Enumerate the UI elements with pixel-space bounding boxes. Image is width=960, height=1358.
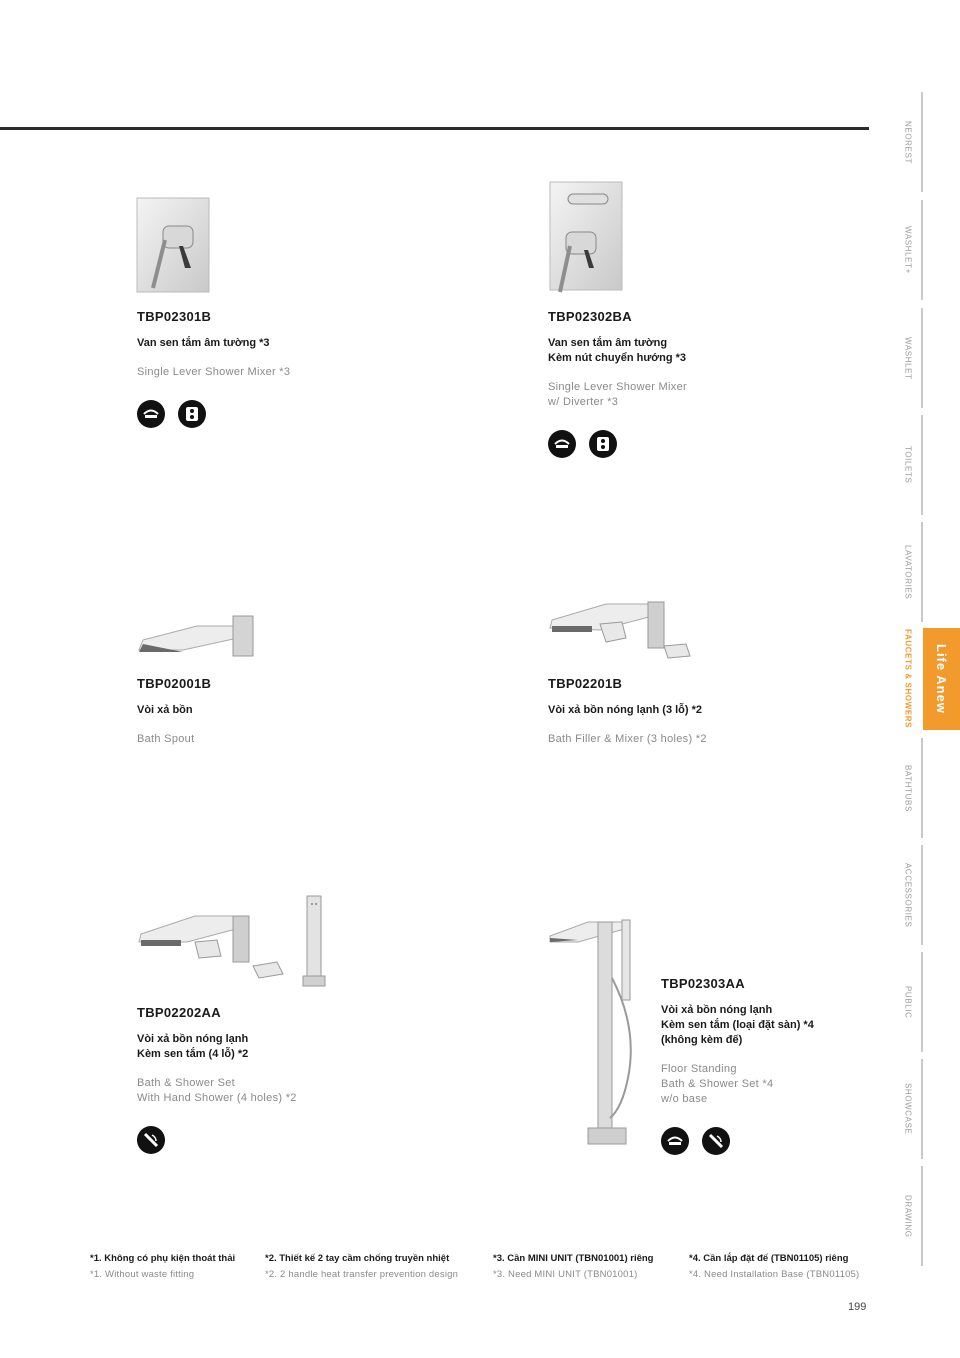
product-code: TBP02001B — [137, 676, 212, 691]
header-rule — [0, 127, 869, 130]
shower-mixer-image — [135, 196, 211, 296]
tab-drawing[interactable] — [893, 1166, 923, 1266]
feature-icons — [137, 400, 437, 428]
footnote-en: *3. Need MINI UNIT (TBN01001) — [493, 1269, 638, 1280]
product-name-vi — [661, 1003, 861, 1048]
name-en-line: Bath Spout — [137, 733, 195, 745]
feature-icons — [661, 1127, 861, 1155]
tab-toilets[interactable] — [893, 415, 923, 515]
product-name-vi — [548, 336, 848, 366]
collection-label: Life Anew — [934, 644, 949, 714]
name-vi-line: Vòi xả bồn nóng lạnh (3 lỗ) *2 — [548, 704, 703, 716]
product-card — [548, 309, 848, 458]
product-code: TBP02201B — [548, 676, 623, 691]
name-en-line: w/o base — [661, 1093, 708, 1105]
tab-divider — [921, 1166, 923, 1266]
name-vi-line: Kèm sen tắm (loại đặt sàn) *4 — [661, 1019, 814, 1031]
product-name-en — [137, 1076, 437, 1106]
tab-label: WASHLET+ — [903, 226, 913, 274]
tab-bathtubs[interactable] — [893, 738, 923, 838]
collection-tab[interactable] — [923, 628, 960, 730]
name-en-line: Floor Standing — [661, 1063, 737, 1075]
product-name-en — [548, 380, 848, 410]
shower-function-icon — [661, 1127, 689, 1155]
product-card — [137, 1005, 437, 1154]
name-en-line: Bath Filler & Mixer (3 holes) *2 — [548, 733, 707, 745]
page-number: 199 — [848, 1301, 867, 1313]
name-en-line: Bath & Shower Set — [137, 1077, 236, 1089]
name-vi-line: Vòi xả bồn nóng lạnh — [137, 1033, 249, 1045]
tab-neorest[interactable] — [893, 92, 923, 192]
footnote-en: *4. Need Installation Base (TBN01105) — [689, 1269, 860, 1280]
product-name-vi — [137, 336, 437, 351]
footnote — [689, 1251, 859, 1283]
product-code: TBP02202AA — [137, 1005, 221, 1020]
tab-lavatories[interactable] — [893, 522, 923, 622]
shower-mixer-diverter-image — [548, 180, 624, 294]
name-vi-line: (không kèm đế) — [661, 1034, 743, 1046]
tab-label: PUBLIC — [903, 985, 913, 1019]
tab-label: WASHLET — [903, 336, 913, 380]
shower-function-icon — [548, 430, 576, 458]
footnote-vi: *4. Cần lắp đặt đế (TBN01105) riêng — [689, 1253, 849, 1264]
tab-label: FAUCETS & SHOWERS — [903, 629, 913, 729]
tab-label: LAVATORIES — [903, 544, 913, 600]
product-card — [548, 676, 848, 747]
product-name-en — [661, 1062, 861, 1107]
name-vi-line: Vòi xả bồn nóng lạnh — [661, 1004, 773, 1016]
tab-accessories[interactable] — [893, 845, 923, 945]
product-name-en — [548, 732, 848, 747]
tab-divider — [921, 308, 923, 408]
footnote — [265, 1251, 458, 1283]
tab-divider — [921, 738, 923, 838]
name-vi-line: Kèm nút chuyển hướng *3 — [548, 352, 687, 364]
tab-divider — [921, 200, 923, 300]
name-vi-line: Van sen tắm âm tường *3 — [137, 337, 270, 349]
product-card — [137, 309, 437, 428]
tab-divider — [921, 92, 923, 192]
product-code: TBP02301B — [137, 309, 212, 324]
name-en-line: Single Lever Shower Mixer *3 — [137, 366, 291, 378]
name-vi-line: Vòi xả bồn — [137, 704, 193, 716]
tab-label: SHOWCASE — [903, 1083, 913, 1135]
footnote-vi: *3. Cần MINI UNIT (TBN01001) riêng — [493, 1253, 654, 1264]
feature-icons — [137, 1126, 437, 1154]
footnote — [493, 1251, 653, 1283]
product-card — [137, 676, 437, 747]
hand-shower-icon — [137, 1126, 165, 1154]
name-en-line: With Hand Shower (4 holes) *2 — [137, 1092, 297, 1104]
mini-unit-icon — [178, 400, 206, 428]
tab-divider — [921, 415, 923, 515]
footnote-vi: *2. Thiết kế 2 tay cầm chống truyền nhiệt — [265, 1253, 450, 1264]
product-code: TBP02302BA — [548, 309, 632, 324]
product-card — [661, 976, 861, 1155]
tab-public[interactable] — [893, 952, 923, 1052]
product-name-en — [137, 732, 437, 747]
feature-icons — [548, 430, 848, 458]
tab-divider — [921, 952, 923, 1052]
tab-label: DRAWING — [903, 1194, 913, 1238]
footnote-en: *2. 2 handle heat transfer prevention design — [265, 1269, 459, 1280]
footnote-en: *1. Without waste fitting — [90, 1269, 195, 1280]
tab-divider — [921, 845, 923, 945]
product-name-vi — [137, 703, 437, 718]
shower-function-icon — [137, 400, 165, 428]
name-en-line: Bath & Shower Set *4 — [661, 1078, 774, 1090]
mini-unit-icon — [589, 430, 617, 458]
tab-divider — [921, 1059, 923, 1159]
tab-label: TOILETS — [903, 446, 913, 484]
product-name-vi — [137, 1032, 437, 1062]
product-name-en — [137, 365, 437, 380]
product-code: TBP02303AA — [661, 976, 745, 991]
tab-divider — [921, 522, 923, 622]
tab-washlet-plus[interactable] — [893, 200, 923, 300]
name-vi-line: Kèm sen tắm (4 lỗ) *2 — [137, 1048, 249, 1060]
product-name-vi — [548, 703, 848, 718]
name-en-line: Single Lever Shower Mixer — [548, 381, 687, 393]
name-vi-line: Van sen tắm âm tường — [548, 337, 668, 349]
floor-standing-set-image — [548, 918, 638, 1148]
footnote — [90, 1251, 235, 1283]
footnote-vi: *1. Không có phụ kiện thoát thải — [90, 1253, 236, 1264]
tab-washlet[interactable] — [893, 308, 923, 408]
bath-shower-set-image — [137, 894, 337, 988]
tab-label: NEOREST — [903, 120, 913, 164]
tab-label: ACCESSORIES — [903, 862, 913, 928]
tab-label: BATHTUBS — [903, 764, 913, 812]
tab-faucets-showers[interactable] — [893, 628, 923, 730]
hand-shower-icon — [702, 1127, 730, 1155]
bath-spout-image — [137, 612, 257, 660]
tab-showcase[interactable] — [893, 1059, 923, 1159]
name-en-line: w/ Diverter *3 — [548, 396, 619, 408]
bath-filler-mixer-image — [548, 598, 694, 662]
